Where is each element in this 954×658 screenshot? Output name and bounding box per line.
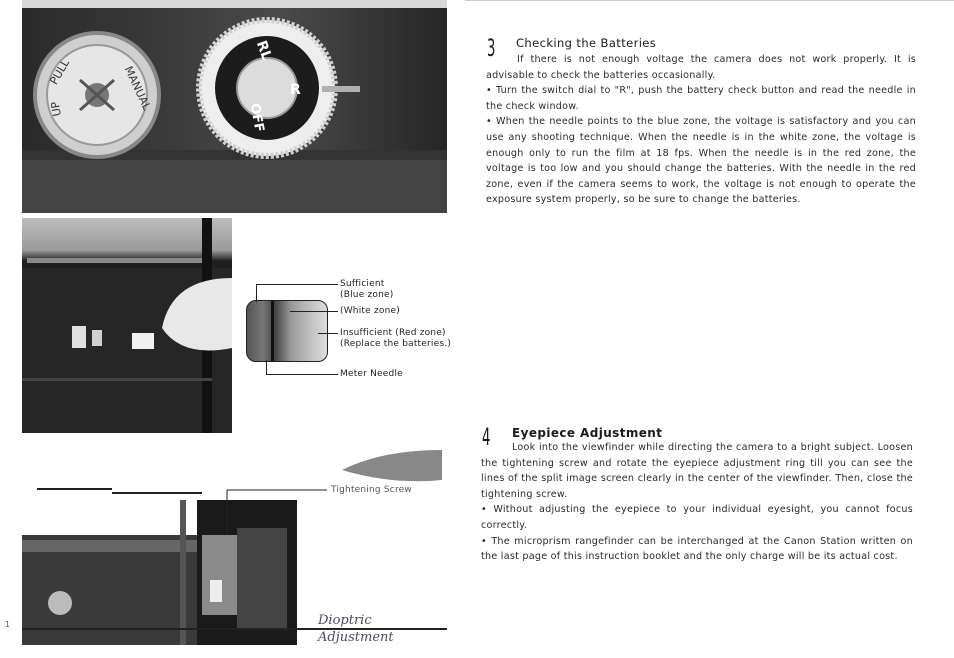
section-4-body (481, 440, 913, 565)
leader-white-zone (290, 311, 338, 312)
photo-camera-dials (22, 0, 447, 213)
section-3-body (486, 52, 916, 208)
photo-battery-check-window (22, 218, 232, 433)
callout-insufficient-line2: (Replace the batteries.) (340, 339, 452, 349)
callout-insufficient (340, 328, 451, 350)
dial-label-off: OFF (246, 102, 267, 134)
leader-needle-drop (266, 360, 267, 374)
leader-insufficient (318, 333, 338, 334)
section-4-intro: Look into the viewfinder while directing the camera to a bright subject. Loosen the tightening screw and rotate the eyepiece adjustment ring till you can see the lines of the split image screen clearly in the center of the viewfinder. Then, close the tightening screw. (481, 442, 913, 500)
dial-label-r: R (290, 82, 301, 98)
section-3-heading: Checking the Batteries (516, 36, 657, 50)
top-rule (465, 0, 954, 1)
callout-sufficient (340, 279, 393, 301)
camera-body-illustration (22, 218, 232, 433)
meter-needle (271, 301, 274, 361)
section-3-bullet-2: • When the needle points to the blue zone, the voltage is satisfactory and you can use any shooting technique. When the needle is in the white zone, the voltage is enough only to run the film at 18 fps. When the needle is in the red zone, the voltage is too low and you should change the batteries. With the needle in the red zone, even if the camera seems to work, the voltage is not enough to operate the exposure system properly, so be sure to change the batteries. (486, 114, 916, 208)
callout-white-zone: (White zone) (340, 306, 400, 316)
page-number: 1 (5, 620, 11, 629)
leader-sufficient-drop (256, 284, 257, 302)
section-4-heading: Eyepiece Adjustment (512, 426, 663, 440)
leader-needle (266, 374, 338, 375)
handwritten-note (318, 612, 394, 646)
dial-label-up: UP (48, 100, 64, 118)
section-3-intro: If there is not enough voltage the camera does not work properly. It is advisable to check the batteries occasionally. (486, 54, 916, 81)
dial-label-pull: PULL (47, 57, 73, 87)
callout-sufficient-line2: (Blue zone) (340, 290, 394, 300)
callout-meter-needle: Meter Needle (340, 369, 403, 379)
callout-sufficient-line1: Sufficient (340, 279, 385, 289)
section-4-bullet-1: • Without adjusting the eyepiece to your individual eyesight, you cannot focus correctly. (481, 502, 913, 533)
dials-illustration (22, 0, 447, 213)
section-3-bullet-1: • Turn the switch dial to "R", push the battery check button and read the needle in the check window. (486, 83, 916, 114)
dial-label-rl: RL (252, 38, 275, 63)
meter-check-window (246, 300, 328, 362)
callout-insufficient-line1: Insufficient (Red zone) (340, 328, 446, 338)
handwritten-line2: Adjustment (318, 630, 394, 645)
section-3-number: 3 (487, 34, 496, 62)
handwritten-line1: Dioptric (318, 613, 372, 628)
section-4-bullet-2: • The microprism rangefinder can be interchanged at the Canon Station written on the last page of this instruction booklet and the only charge will be its actual cost. (481, 534, 913, 565)
callout-tightening-screw: Tightening Screw (331, 485, 412, 495)
section-4-number: 4 (482, 423, 491, 451)
leader-sufficient (256, 284, 338, 285)
dial-label-manual: MANUAL (121, 64, 154, 113)
